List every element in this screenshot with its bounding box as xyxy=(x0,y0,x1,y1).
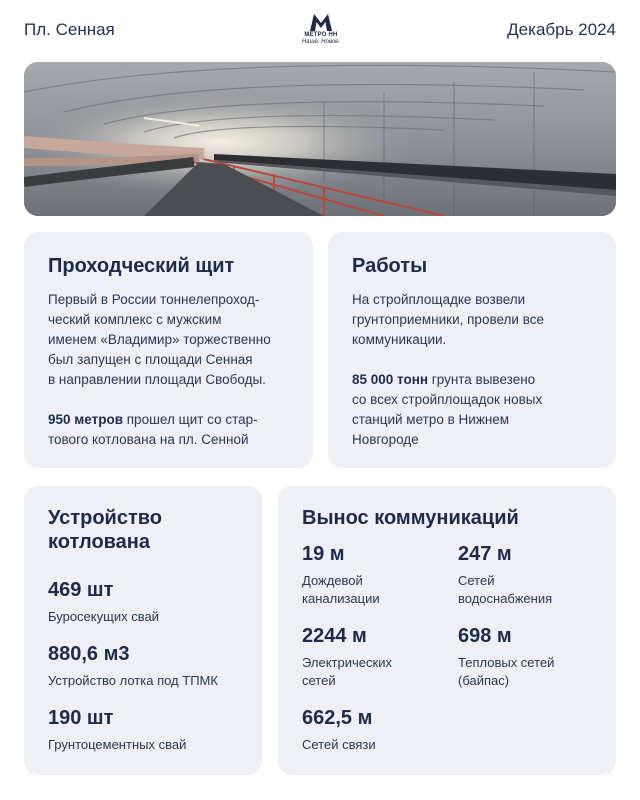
stat-value: 880,6 м3 xyxy=(48,643,130,665)
utility-stat xyxy=(302,624,392,690)
stat-value: 2244 м xyxy=(302,625,367,647)
date-label: Декабрь 2024 xyxy=(507,20,616,39)
works-card-title: Работы xyxy=(352,255,428,277)
label-line: Электрических xyxy=(302,655,392,670)
works-card xyxy=(328,232,616,468)
text-line: станций метро в Нижнем xyxy=(352,412,510,427)
text-line xyxy=(352,370,602,390)
text-line: коммуникации. xyxy=(352,332,447,347)
stat-value: 698 м xyxy=(458,625,512,647)
stat-label xyxy=(458,654,554,690)
stat-value: 469 шт xyxy=(48,579,114,601)
text-line: На стройплощадке возвели xyxy=(352,292,526,307)
text-line: тового котлована на пл. Сенной xyxy=(48,432,249,447)
highlight-value: 950 метров xyxy=(48,412,123,427)
works-card-paragraph xyxy=(352,290,602,350)
label-line: Дождевой xyxy=(302,573,363,588)
pit-stat xyxy=(48,706,186,754)
shield-card xyxy=(24,232,313,468)
text-span: прошел щит со стар- xyxy=(123,412,258,427)
stat-value: 19 м xyxy=(302,543,345,565)
stat-label: Устройство лотка под ТПМК xyxy=(48,673,218,688)
stat-value: 247 м xyxy=(458,543,512,565)
label-line: водоснабжения xyxy=(458,591,553,606)
utilities-card-title: Вынос коммуникаций xyxy=(302,507,519,529)
text-line: именем «Владимир» торжественно xyxy=(48,332,271,347)
label-line: (байпас) xyxy=(458,673,510,688)
text-line: со всех стройплощадок новых xyxy=(352,392,543,407)
label-line: сетей xyxy=(302,673,336,688)
metro-m-icon xyxy=(308,12,334,32)
label-line: Сетей связи xyxy=(302,737,376,752)
stat-label xyxy=(302,572,380,608)
text-line: Новгороде xyxy=(352,432,419,447)
stat-label: Грунтоцементных свай xyxy=(48,737,187,752)
text-line: ческий комплекс с мужским xyxy=(48,312,222,327)
pit-card-title xyxy=(48,506,162,554)
location-label: Пл. Сенная xyxy=(24,20,115,39)
works-card-highlight xyxy=(352,370,602,450)
pit-card xyxy=(24,486,262,775)
text-line: в направлении площади Свободы. xyxy=(48,372,266,387)
text-line: Первый в России тоннелепроход- xyxy=(48,292,260,307)
header xyxy=(0,0,640,62)
utility-stat xyxy=(302,542,380,608)
pit-stat xyxy=(48,578,159,626)
label-line: канализации xyxy=(302,591,380,606)
stat-value: 190 шт xyxy=(48,707,114,729)
tunnel-photo xyxy=(24,62,616,216)
stat-label xyxy=(302,654,392,690)
text-line xyxy=(48,410,302,430)
text-span: грунта вывезено xyxy=(428,372,536,387)
stat-value: 662,5 м xyxy=(302,707,373,729)
metro-logo[interactable] xyxy=(296,12,346,52)
utility-stat xyxy=(458,624,554,690)
text-line: грунтоприемники, провели все xyxy=(352,312,544,327)
label-line: Сетей xyxy=(458,573,495,588)
shield-card-paragraph xyxy=(48,290,302,390)
utility-stat xyxy=(458,542,552,608)
highlight-value: 85 000 тонн xyxy=(352,372,429,387)
title-line: котлована xyxy=(48,531,151,553)
shield-card-highlight xyxy=(48,410,302,450)
utilities-card xyxy=(278,486,616,775)
title-line: Устройство xyxy=(48,507,162,529)
logo-slogan: Наше. Новое. xyxy=(301,39,341,45)
text-line: был запущен с площади Сенная xyxy=(48,352,253,367)
tunnel-illustration xyxy=(24,62,616,216)
logo-text: МЕТРО НН xyxy=(304,32,338,38)
stat-label xyxy=(302,736,376,754)
stat-label: Буросекущих свай xyxy=(48,609,159,624)
shield-card-title: Проходческий щит xyxy=(48,255,235,277)
pit-stat xyxy=(48,642,218,690)
label-line: Тепловых сетей xyxy=(458,655,555,670)
utility-stat xyxy=(302,706,376,754)
stat-label xyxy=(458,572,552,608)
